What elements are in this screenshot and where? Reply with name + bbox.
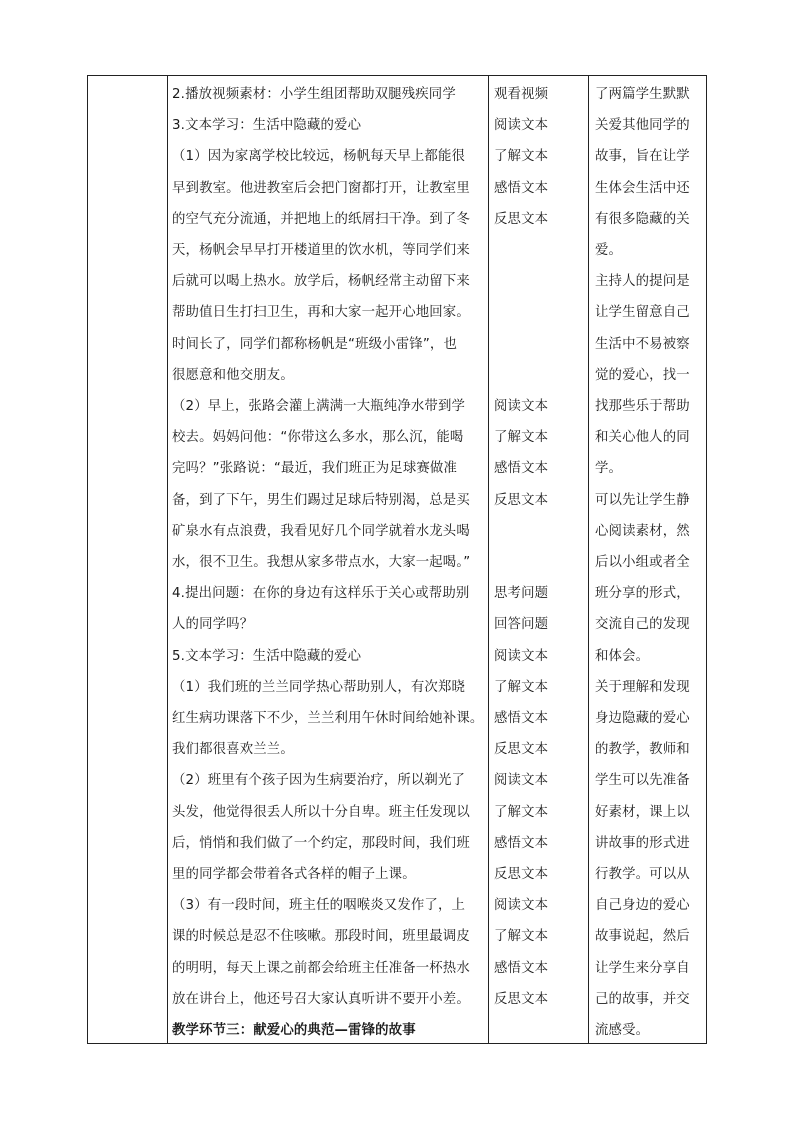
column-divider (488, 75, 489, 1044)
activity-line: 感悟文本 (494, 461, 549, 477)
content-line: 后，悄悄和我们做了一个约定，那段时间，我们班 (172, 835, 470, 851)
content-line: 很愿意和他交朋友。 (172, 367, 294, 383)
activity-line: 反思文本 (494, 742, 549, 758)
note-line: 学生可以先准备 (595, 773, 690, 789)
note-line: 好素材，课上以 (595, 804, 690, 820)
note-line: 关爱其他同学的 (595, 118, 690, 134)
note-line: 流感受。 (595, 1023, 650, 1039)
activity-line (494, 329, 586, 360)
note-line: 让学生留意自己 (595, 305, 690, 321)
note-line: 心阅读素材，然 (595, 523, 690, 539)
content-line: 的明明，每天上课之前都会给班主任准备一杯热水 (172, 960, 470, 976)
content-line: 头发，他觉得很丢人所以十分自卑。班主任发现以 (172, 804, 470, 820)
content-line: （2）早上，张路会灌上满满一大瓶纯净水带到学 (172, 399, 466, 415)
note-line: 故事说起，然后 (595, 929, 690, 945)
note-line: 身边隐藏的爱心 (595, 711, 690, 727)
activity-line (494, 547, 586, 578)
note-line: 关于理解和发现 (595, 679, 690, 695)
activity-line: 感悟文本 (494, 180, 549, 196)
activity-line: 反思文本 (494, 211, 549, 227)
content-line: 课的时候总是忍不住咳嗽。那段时间，班里最调皮 (172, 929, 470, 945)
content-line: 的空气充分流通，并把地上的纸屑扫干净。到了冬 (172, 211, 470, 227)
content-line: 水，很不卫生。我想从家多带点水，大家一起喝。” (172, 555, 471, 571)
activity-line (494, 297, 586, 328)
content-line: 早到教室。他进教室后会把门窗都打开，让教室里 (172, 180, 470, 196)
note-line: 后以小组或者全 (595, 555, 690, 571)
content-line: 5.文本学习：生活中隐藏的爱心 (172, 648, 362, 664)
content-line: （1）我们班的兰兰同学热心帮助别人，有次郑晓 (172, 679, 466, 695)
content-line: 放在讲台上，他还号召大家认真听讲不要开小差。 (172, 991, 470, 1007)
activity-line (494, 266, 586, 297)
note-line: 爱。 (595, 243, 623, 259)
content-line: 后就可以喝上热水。放学后，杨帆经常主动留下来 (172, 274, 470, 290)
note-line: 觉的爱心，找一 (595, 367, 690, 383)
activity-line: 反思文本 (494, 991, 549, 1007)
note-line: 主持人的提问是 (595, 274, 690, 290)
note-line: 让学生来分享自 (595, 960, 690, 976)
section-heading: 教学环节三：献爱心的典范—雷锋的故事 (172, 1023, 416, 1039)
content-line: 我们都很喜欢兰兰。 (172, 742, 294, 758)
note-line: 生活中不易被察 (595, 336, 690, 352)
content-line: 天，杨帆会早早打开楼道里的饮水机，等同学们来 (172, 243, 470, 259)
content-line: （1）因为家离学校比较远，杨帆每天早上都能很 (172, 149, 466, 165)
note-line: 行教学。可以从 (595, 867, 690, 883)
activity-line: 阅读文本 (494, 773, 549, 789)
note-line: 班分享的形式， (595, 586, 690, 602)
activity-line (494, 235, 586, 266)
note-line: 学。 (595, 461, 623, 477)
note-line: 和体会。 (595, 648, 650, 664)
activity-line: 了解文本 (494, 149, 549, 165)
activity-line: 感悟文本 (494, 960, 549, 976)
activity-line: 反思文本 (494, 866, 549, 882)
content-line: 校去。妈妈问他：“你带这么多水，那么沉，能喝 (172, 430, 464, 446)
content-line: 时间长了，同学们都称杨帆是“班级小雷锋”，也 (172, 336, 457, 352)
note-line: 有很多隐藏的关 (595, 211, 690, 227)
activity-line: 阅读文本 (494, 398, 549, 414)
activity-line (494, 516, 586, 547)
content-line: 备，到了下午，男生们踢过足球后特别渴，总是买 (172, 492, 470, 508)
note-line: 生体会生活中还 (595, 180, 690, 196)
activity-line: 了解文本 (494, 430, 549, 446)
student-activity-column (494, 76, 586, 1015)
content-line: 4.提出问题：在你的身边有这样乐于关心或帮助别 (172, 586, 470, 602)
content-line: （2）班里有个孩子因为生病要治疗，所以剃光了 (172, 773, 466, 789)
activity-line: 思考问题 (494, 586, 549, 602)
content-line: 里的同学都会带着各式各样的帽子上课。 (172, 867, 416, 883)
note-line: 讲故事的形式进 (595, 835, 690, 851)
content-line: 2.播放视频素材：小学生组团帮助双腿残疾同学 (172, 87, 456, 102)
note-line: 和关心他人的同 (595, 430, 690, 446)
activity-line: 了解文本 (494, 679, 549, 695)
note-line: 自己身边的爱心 (595, 898, 690, 914)
note-line: 可以先让学生静 (595, 492, 690, 508)
activity-line: 阅读文本 (494, 898, 549, 914)
note-line: 了两篇学生默默 (595, 87, 690, 102)
note-line: 交流自己的发现 (595, 617, 690, 633)
activity-line: 回答问题 (494, 617, 549, 633)
activity-line: 了解文本 (494, 804, 549, 820)
activity-line (494, 360, 586, 391)
activity-line: 感悟文本 (494, 710, 549, 726)
content-line: 红生病功课落下不少，兰兰利用午休时间给她补课。 (172, 711, 484, 727)
content-line: 3.文本学习：生活中隐藏的爱心 (172, 118, 362, 134)
column-divider (167, 75, 168, 1044)
content-line: 完吗？”张路说：“最近，我们班正为足球赛做准 (172, 461, 457, 477)
lesson-content-column (172, 76, 487, 1046)
content-line: 人的同学吗？ (172, 617, 254, 633)
activity-line: 阅读文本 (494, 118, 549, 134)
content-line: 矿泉水有点浪费，我看见好几个同学就着水龙头喝 (172, 523, 470, 539)
note-line: 找那些乐于帮助 (595, 399, 690, 415)
content-line: （3）有一段时间，班主任的咽喉炎又发作了，上 (172, 898, 466, 914)
column-divider (588, 75, 589, 1044)
activity-line: 了解文本 (494, 929, 549, 945)
note-line: 的教学，教师和 (595, 742, 690, 758)
design-intent-column (595, 76, 703, 1046)
note-line: 故事，旨在让学 (595, 149, 690, 165)
activity-line: 观看视频 (494, 87, 549, 102)
note-line: 己的故事，并交 (595, 991, 690, 1007)
content-line: 帮助值日生打扫卫生，再和大家一起开心地回家。 (172, 305, 470, 321)
activity-line: 感悟文本 (494, 835, 549, 851)
activity-line: 阅读文本 (494, 648, 549, 664)
activity-line: 反思文本 (494, 492, 549, 508)
